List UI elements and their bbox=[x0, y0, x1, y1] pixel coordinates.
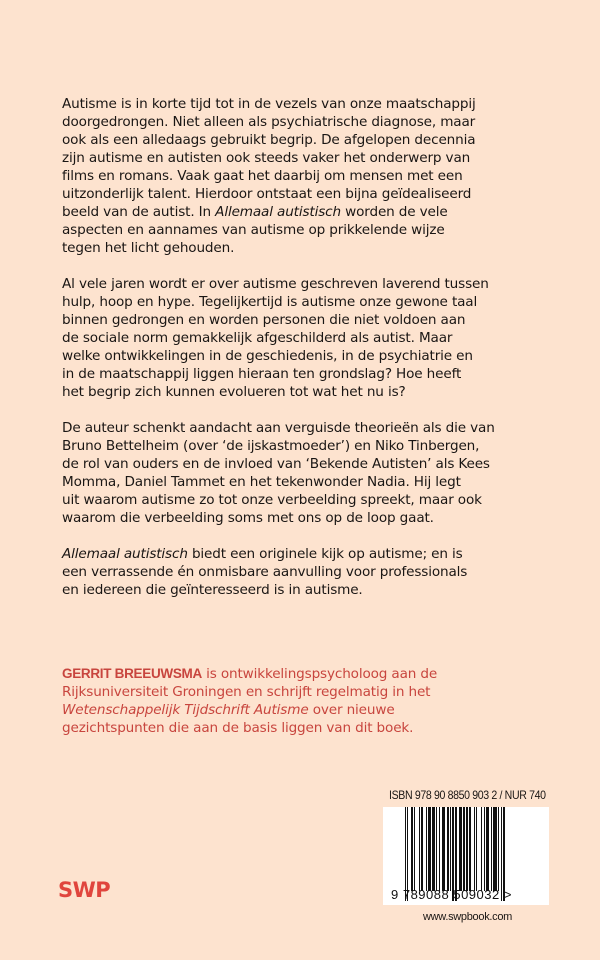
barcode-digits: 9 789088 509032 > bbox=[391, 887, 512, 902]
text-line: Al vele jaren wordt er over autisme geschreven laverend tussen bbox=[62, 276, 489, 292]
text-line: Rijksuniversiteit Groningen en schrijft regelmatig in het bbox=[62, 684, 431, 700]
journal-title-italic: Wetenschappelijk Tijdschrift Autisme bbox=[62, 702, 309, 718]
blurb-text bbox=[62, 95, 562, 617]
text-line: het begrip zich kunnen evolueren tot wat het nu is? bbox=[62, 384, 406, 400]
text-line: De auteur schenkt aandacht aan verguisde theorieën als die van bbox=[62, 420, 495, 436]
text-line: en iedereen die geïnteresseerd is in autisme. bbox=[62, 582, 363, 598]
text-line: Bruno Bettelheim (over ‘de ijskastmoeder’) en Niko Tinbergen, bbox=[62, 438, 480, 454]
text-line: Autisme is in korte tijd tot in de vezels van onze maatschappij bbox=[62, 96, 476, 112]
text-line bbox=[62, 701, 562, 719]
text-line: tegen het licht gehouden. bbox=[62, 240, 235, 256]
text-line: uit waarom autisme zo tot onze verbeelding spreekt, maar ook bbox=[62, 492, 482, 508]
blurb-paragraph-1 bbox=[62, 95, 562, 257]
text-line: gezichtspunten die aan de basis liggen van dit boek. bbox=[62, 720, 414, 736]
publisher-logo: SWP bbox=[58, 878, 111, 902]
text-fragment: over nieuwe bbox=[308, 702, 395, 718]
blurb-paragraph-3 bbox=[62, 419, 562, 527]
book-title-italic: Allemaal autistisch bbox=[215, 204, 341, 220]
author-bio bbox=[62, 665, 562, 737]
text-line: binnen gedrongen en worden personen die niet voldoen aan bbox=[62, 312, 466, 328]
text-line: films en romans. Vaak gaat het daarbij om mensen met een bbox=[62, 168, 463, 184]
text-line: ook als een alledaags gebruikt begrip. De afgelopen decennia bbox=[62, 132, 476, 148]
isbn-nur-label: ISBN 978 90 8850 903 2 / NUR 740 bbox=[389, 788, 546, 802]
text-line: uitzonderlijk talent. Hierdoor ontstaat een bijna geïdealiseerd bbox=[62, 186, 472, 202]
text-line: Momma, Daniel Tammet en het tekenwonder Nadia. Hij legt bbox=[62, 474, 461, 490]
text-line: in de maatschappij liggen hieraan ten grondslag? Hoe heeft bbox=[62, 366, 462, 382]
blurb-paragraph-4 bbox=[62, 545, 562, 599]
text-line: welke ontwikkelingen in de geschiedenis, in de psychiatrie en bbox=[62, 348, 473, 364]
text-line: zijn autisme en autisten ook steeds vaker het onderwerp van bbox=[62, 150, 471, 166]
text-line: doorgedrongen. Niet alleen als psychiatrische diagnose, maar bbox=[62, 114, 476, 130]
barcode-bars bbox=[405, 807, 523, 891]
text-line bbox=[62, 203, 562, 221]
text-line bbox=[62, 545, 562, 563]
blurb-paragraph-2 bbox=[62, 275, 562, 401]
text-line: de sociale norm gemakkelijk afgeschilderd als autist. Maar bbox=[62, 330, 453, 346]
publisher-website: www.swpbook.com bbox=[423, 911, 513, 923]
text-line: aspecten en aannames van autisme op prikkelende wijze bbox=[62, 222, 445, 238]
author-name: GERRIT BREEUWSMA bbox=[62, 666, 202, 681]
text-line: hulp, hoop en hype. Tegelijkertijd is autisme onze gewone taal bbox=[62, 294, 478, 310]
text-line bbox=[62, 665, 562, 683]
barcode bbox=[383, 807, 549, 905]
text-line: waarom die verbeelding soms met ons op de loop gaat. bbox=[62, 510, 434, 526]
text-fragment: beeld van de autist. In bbox=[62, 204, 216, 220]
book-title-italic: Allemaal autistisch bbox=[62, 546, 188, 562]
text-fragment: is ontwikkelingspsycholoog aan de bbox=[201, 666, 438, 682]
text-line: de rol van ouders en de invloed van ‘Bekende Autisten’ als Kees bbox=[62, 456, 490, 472]
text-fragment: worden de vele bbox=[340, 204, 448, 220]
text-fragment: biedt een originele kijk op autisme; en is bbox=[187, 546, 463, 562]
text-line: een verrassende én onmisbare aanvulling voor professionals bbox=[62, 564, 468, 580]
